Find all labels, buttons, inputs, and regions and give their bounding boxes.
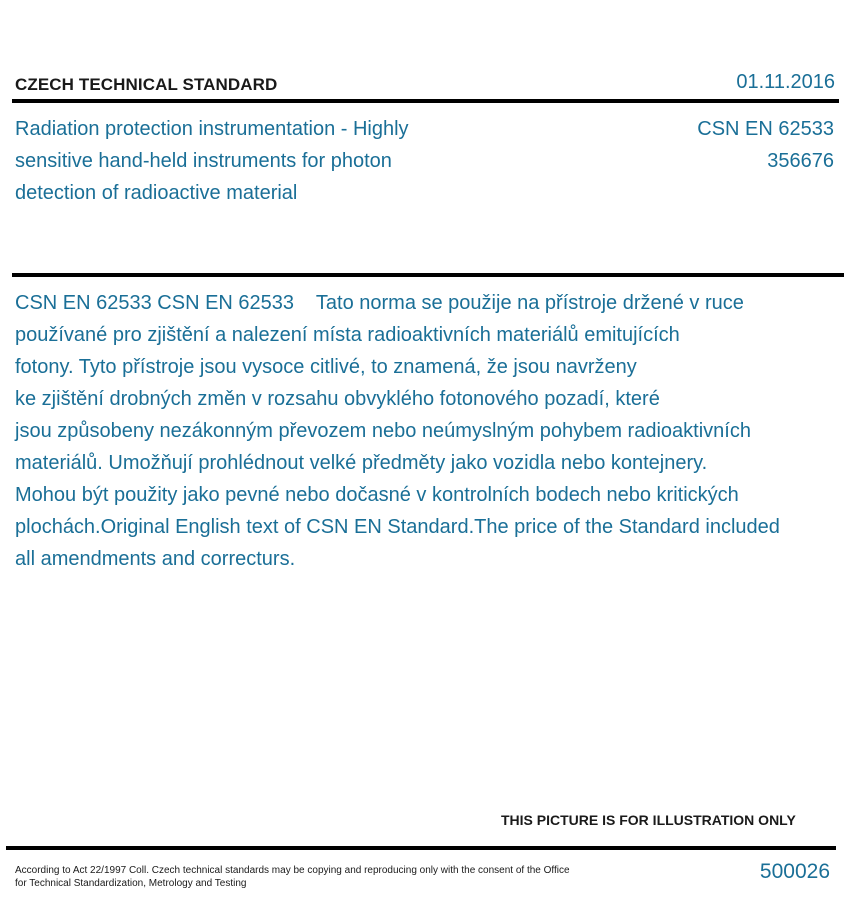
standard-title-line: Radiation protection instrumentation - Highly <box>15 118 409 140</box>
description-line: CSN EN 62533 CSN EN 62533 Tato norma se použije na přístroje držené v ruce <box>15 292 744 314</box>
middle-divider <box>12 273 844 277</box>
publication-date: 01.11.2016 <box>736 71 835 93</box>
standard-code: CSN EN 62533 <box>697 118 834 140</box>
legal-notice-line: for Technical Standardization, Metrology and Testing <box>15 878 247 889</box>
catalog-number: 500026 <box>759 860 830 883</box>
document-header-label: CZECH TECHNICAL STANDARD <box>15 75 278 94</box>
standard-title-line: sensitive hand-held instruments for photon <box>15 150 392 172</box>
description-line: jsou způsobeny nezákonným převozem nebo neúmyslným pohybem radioaktivních <box>15 420 751 442</box>
illustration-disclaimer: THIS PICTURE IS FOR ILLUSTRATION ONLY <box>501 812 796 828</box>
description-line: používané pro zjištění a nalezení místa radioaktivních materiálů emitujících <box>15 324 680 346</box>
standard-title-line: detection of radioactive material <box>15 182 298 204</box>
legal-notice <box>15 864 570 890</box>
legal-notice-line: According to Act 22/1997 Coll. Czech technical standards may be copying and reproducing only with the consent of the Office <box>15 865 570 876</box>
top-divider <box>12 99 839 103</box>
standard-class-number: 356676 <box>767 150 834 172</box>
description-line: Mohou být použity jako pevné nebo dočasné v kontrolních bodech nebo kritických <box>15 484 739 506</box>
standard-title <box>15 113 409 209</box>
description-line: fotony. Tyto přístroje jsou vysoce citlivé, to znamená, že jsou navrženy <box>15 356 637 378</box>
standard-identifiers <box>697 113 834 177</box>
bottom-divider <box>6 846 836 850</box>
description-line: materiálů. Umožňují prohlédnout velké předměty jako vozidla nebo kontejnery. <box>15 452 708 474</box>
description-line: plochách.Original English text of CSN EN Standard.The price of the Standard included <box>15 516 780 538</box>
standard-description <box>15 287 780 575</box>
description-line: all amendments and correcturs. <box>15 548 296 570</box>
description-line: ke zjištění drobných změn v rozsahu obvyklého fotonového pozadí, které <box>15 388 660 410</box>
